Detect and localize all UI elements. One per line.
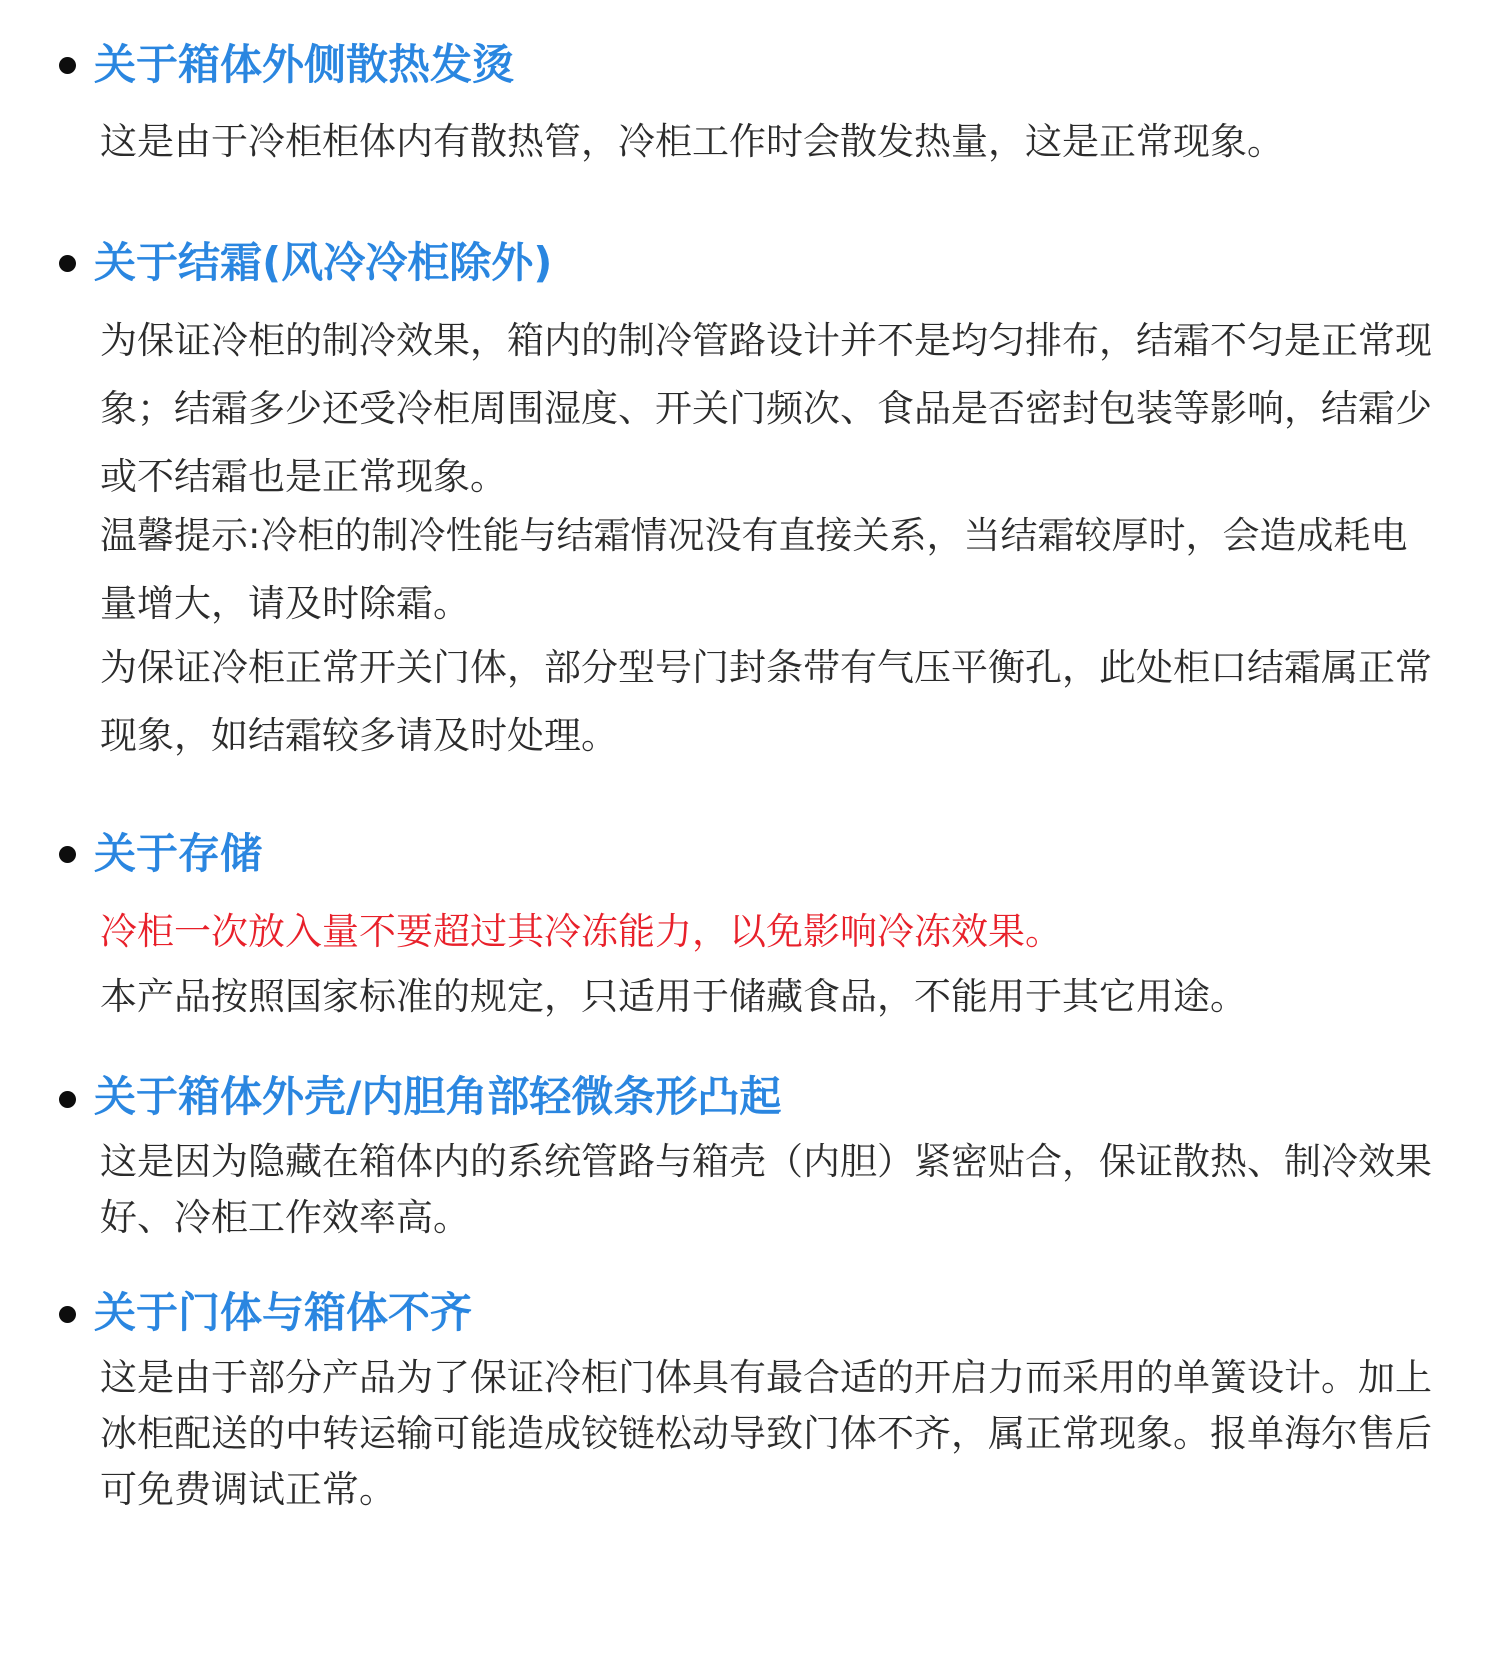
tip-paragraph: 温馨提示:冷柜的制冷性能与结霜情况没有直接关系，当结霜较厚时，会造成耗电量增大，请及时除霜。 [100,514,1408,625]
section-paragraph: 本产品按照国家标准的规定，只适用于储藏食品，不能用于其它用途。 [100,975,1247,1018]
section-paragraph: 这是因为隐藏在箱体内的系统管路与箱壳（内胆）紧密贴合，保证散热、制冷效果好、冷柜工作效率高。 [100,1140,1432,1239]
section-heading: 关于门体与箱体不齐 [94,1288,473,1337]
section-heading: 关于存储 [94,829,263,878]
bullet-icon [59,1091,76,1108]
section-paragraph: 这是由于冷柜柜体内有散热管，冷柜工作时会散发热量，这是正常现象。 [100,120,1284,163]
warning-text: 冷柜一次放入量不要超过其冷冻能力，以免影响冷冻效果。 [100,910,1062,953]
bullet-icon [59,255,76,272]
section-paragraph: 这是由于部分产品为了保证冷柜门体具有最合适的开启力而采用的单簧设计。加上冰柜配送的中转运输可能造成铰链松动导致门体不齐，属正常现象。报单海尔售后可免费调试正常。 [100,1356,1432,1511]
section-heading: 关于箱体外壳/内胆角部轻微条形凸起 [94,1072,782,1121]
section-heading: 关于箱体外侧散热发烫 [94,40,515,89]
bullet-icon [59,1306,76,1323]
section-heading: 关于结霜(风冷冷柜除外) [94,238,553,287]
section-paragraph: 为保证冷柜正常开关门体，部分型号门封条带有气压平衡孔，此处柜口结霜属正常现象，如结霜较多请及时处理。 [100,646,1432,757]
section-paragraph: 为保证冷柜的制冷效果，箱内的制冷管路设计并不是均匀排布，结霜不匀是正常现象；结霜多少还受冷柜周围湿度、开关门频次、食品是否密封包装等影响，结霜少或不结霜也是正常现象。 [100,319,1432,498]
bullet-icon [59,846,76,863]
bullet-icon [59,57,76,74]
